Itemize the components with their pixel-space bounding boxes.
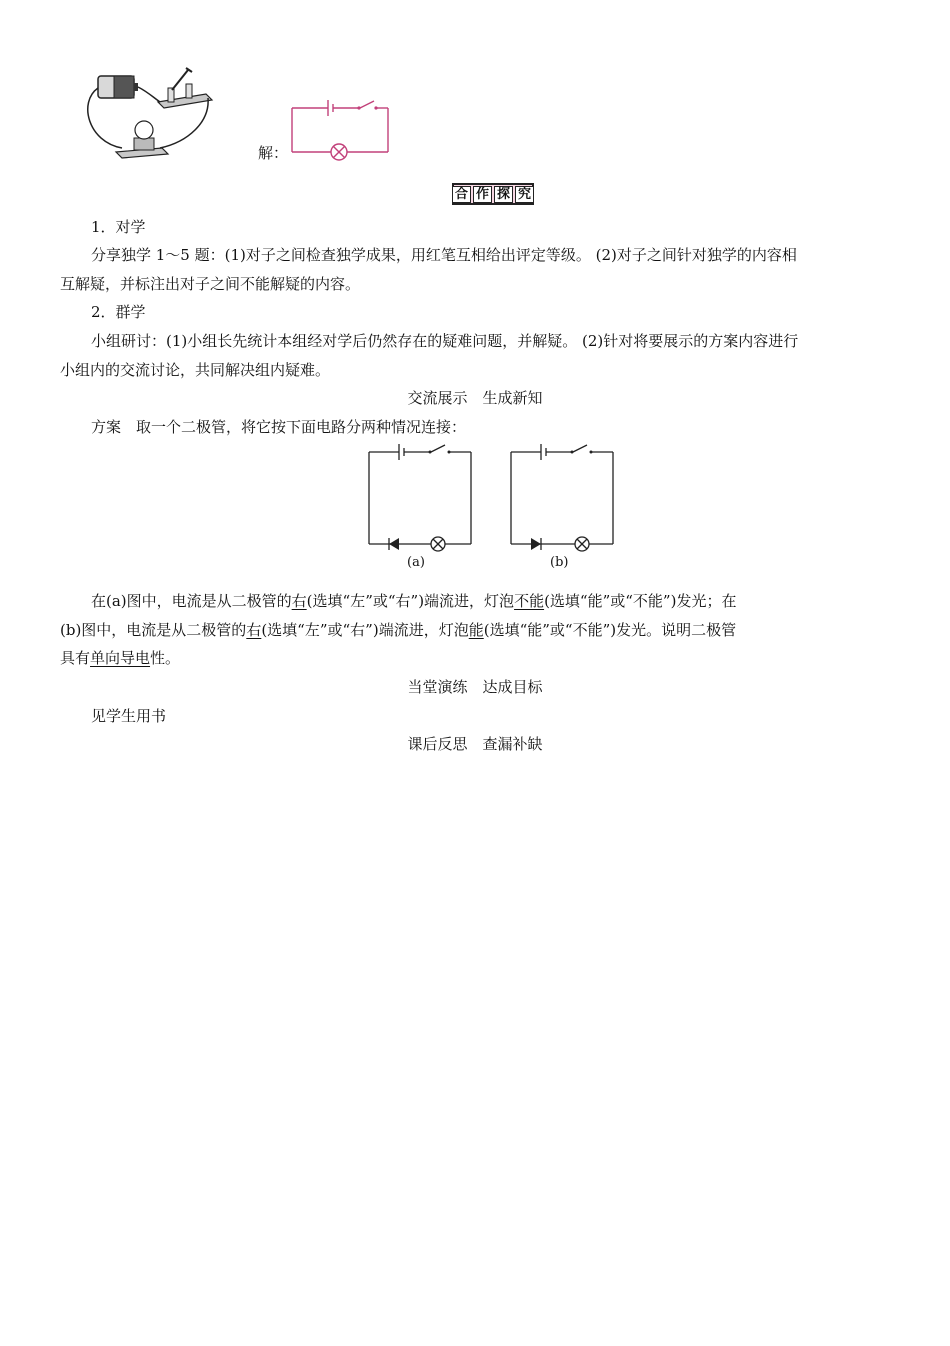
circuit-diagram-b	[511, 442, 621, 542]
badge-char: 探	[494, 186, 513, 203]
caption-b: (b)	[550, 555, 569, 570]
physical-circuit-illustration	[88, 62, 228, 162]
answer-blank: 不能	[514, 592, 545, 610]
answer-paragraph-line3	[60, 643, 892, 673]
text-segment: (选填“左”或“右”)端流进，灯泡	[261, 621, 469, 639]
reflection-section-title: 课后反思 查漏补缺	[407, 735, 543, 753]
badge-char: 究	[515, 186, 534, 203]
text-segment: 性。	[150, 649, 181, 667]
exchange-section-title: 交流展示 生成新知	[407, 389, 543, 407]
answer-blank: 右	[246, 621, 262, 639]
badge-char: 作	[473, 186, 492, 203]
section1-paragraph-line1: 分享独学 1～5 题：(1)对子之间检查独学成果，用红笔互相给出评定等级。 (2)对子之间针对独学的内容相	[91, 246, 797, 264]
practice-text: 见学生用书	[91, 707, 167, 725]
practice-section-title: 当堂演练 达成目标	[407, 678, 543, 696]
circuit-diagram-a	[369, 442, 479, 542]
answer-paragraph-line2	[60, 615, 892, 645]
answer-paragraph-line1	[91, 586, 892, 616]
section2-paragraph-line1: 小组研讨：(1)小组长先统计本组经对学后仍然存在的疑难问题，并解疑。 (2)针对将要展示的方案内容进行	[91, 332, 799, 350]
text-segment: 具有	[60, 649, 91, 667]
answer-circuit-diagram	[292, 96, 392, 156]
caption-a: (a)	[407, 555, 425, 570]
text-segment: (选填“能”或“不能”)发光。说明二极管	[483, 621, 737, 639]
text-segment: (选填“左”或“右”)端流进，灯泡	[306, 592, 515, 610]
diode-symbol-a	[389, 538, 399, 550]
section-badge-cooperative-inquiry	[452, 183, 534, 205]
scheme-text: 方案 取一个二极管，将它按下面电路分两种情况连接：	[91, 418, 467, 436]
section1-heading: 1．对学	[91, 218, 146, 236]
answer-blank: 能	[468, 621, 484, 639]
text-segment: (b)图中，电流是从二极管的	[60, 621, 247, 639]
badge-char: 合	[452, 186, 471, 203]
section2-paragraph-line2: 小组内的交流讨论，共同解决组内疑难。	[60, 361, 331, 379]
diode-symbol-b	[531, 538, 541, 550]
answer-label: 解：	[258, 144, 289, 162]
answer-blank: 单向导电	[90, 649, 151, 667]
text-segment: (选填“能”或“不能”)发光；在	[544, 592, 737, 610]
section2-heading: 2．群学	[91, 303, 146, 321]
answer-blank: 右	[291, 592, 307, 610]
text-segment: 在(a)图中，电流是从二极管的	[91, 592, 292, 610]
section1-paragraph-line2: 互解疑，并标注出对子之间不能解疑的内容。	[60, 275, 361, 293]
